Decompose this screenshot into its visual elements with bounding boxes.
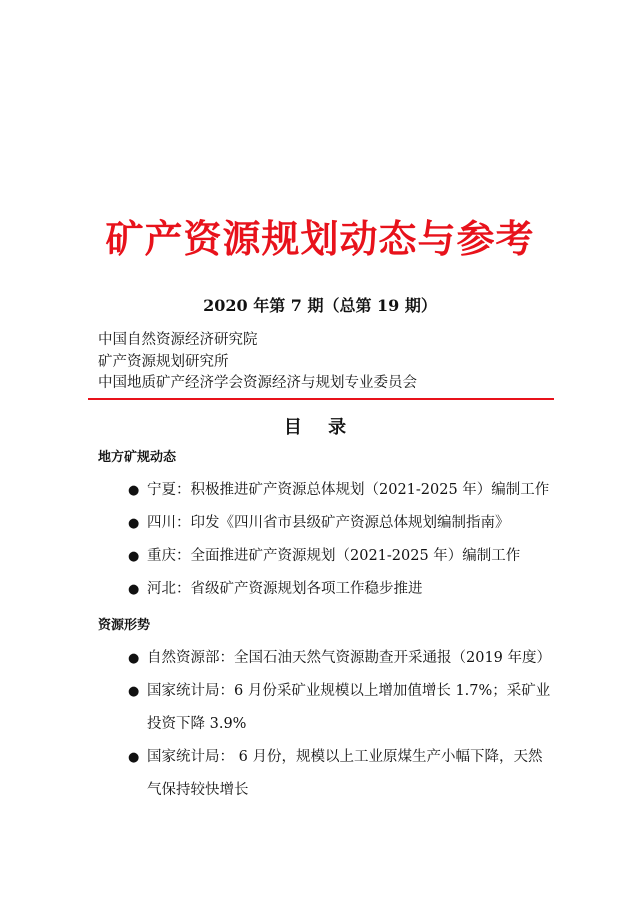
toc-item[interactable] [128, 741, 552, 807]
publication-title: 矿产资源规划动态与参考 [105, 217, 535, 261]
toc-item-text: 河北：省级矿产资源规划各项工作稳步推进 [147, 581, 423, 597]
organization-list [98, 330, 417, 395]
red-divider [88, 398, 554, 400]
bullet-icon: ● [128, 549, 140, 564]
toc-item-text: 四川：印发《四川省市县级矿产资源总体规划编制指南》 [147, 515, 510, 531]
section-heading: 资源形势 [98, 618, 151, 633]
bullet-icon: ● [128, 651, 140, 666]
toc-item[interactable] [128, 675, 552, 741]
organization-name: 中国地质矿产经济学会资源经济与规划专业委员会 [98, 375, 417, 391]
toc-item-text: 自然资源部：全国石油天然气资源勘查开采通报（2019 年度） [147, 650, 552, 666]
toc-item-text: 重庆：全面推进矿产资源规划（2021-2025 年）编制工作 [147, 548, 521, 564]
issue-number: 2020 年第 7 期（总第 19 期） [203, 296, 437, 315]
bullet-icon: ● [128, 750, 140, 765]
toc-item[interactable] [128, 507, 552, 540]
toc-heading: 目 录 [283, 417, 357, 438]
bullet-icon: ● [128, 582, 140, 597]
toc-item[interactable] [128, 573, 552, 606]
toc-item[interactable] [128, 642, 552, 675]
toc-item-text: 宁夏：积极推进矿产资源总体规划（2021-2025 年）编制工作 [147, 482, 550, 498]
section-heading: 地方矿规动态 [98, 450, 177, 465]
toc-item-text: 国家统计局： 6 月份，规模以上工业原煤生产小幅下降，天然气保持较快增长 [147, 749, 543, 798]
toc-item[interactable] [128, 474, 552, 507]
organization-name: 中国自然资源经济研究院 [98, 332, 258, 348]
bullet-icon: ● [128, 483, 140, 498]
toc-item-text: 国家统计局：6 月份采矿业规模以上增加值增长 1.7%；采矿业投资下降 3.9% [147, 683, 551, 732]
toc-item[interactable] [128, 540, 552, 573]
bullet-icon: ● [128, 684, 140, 699]
organization-name: 矿产资源规划研究所 [98, 353, 229, 370]
bullet-icon: ● [128, 516, 140, 531]
